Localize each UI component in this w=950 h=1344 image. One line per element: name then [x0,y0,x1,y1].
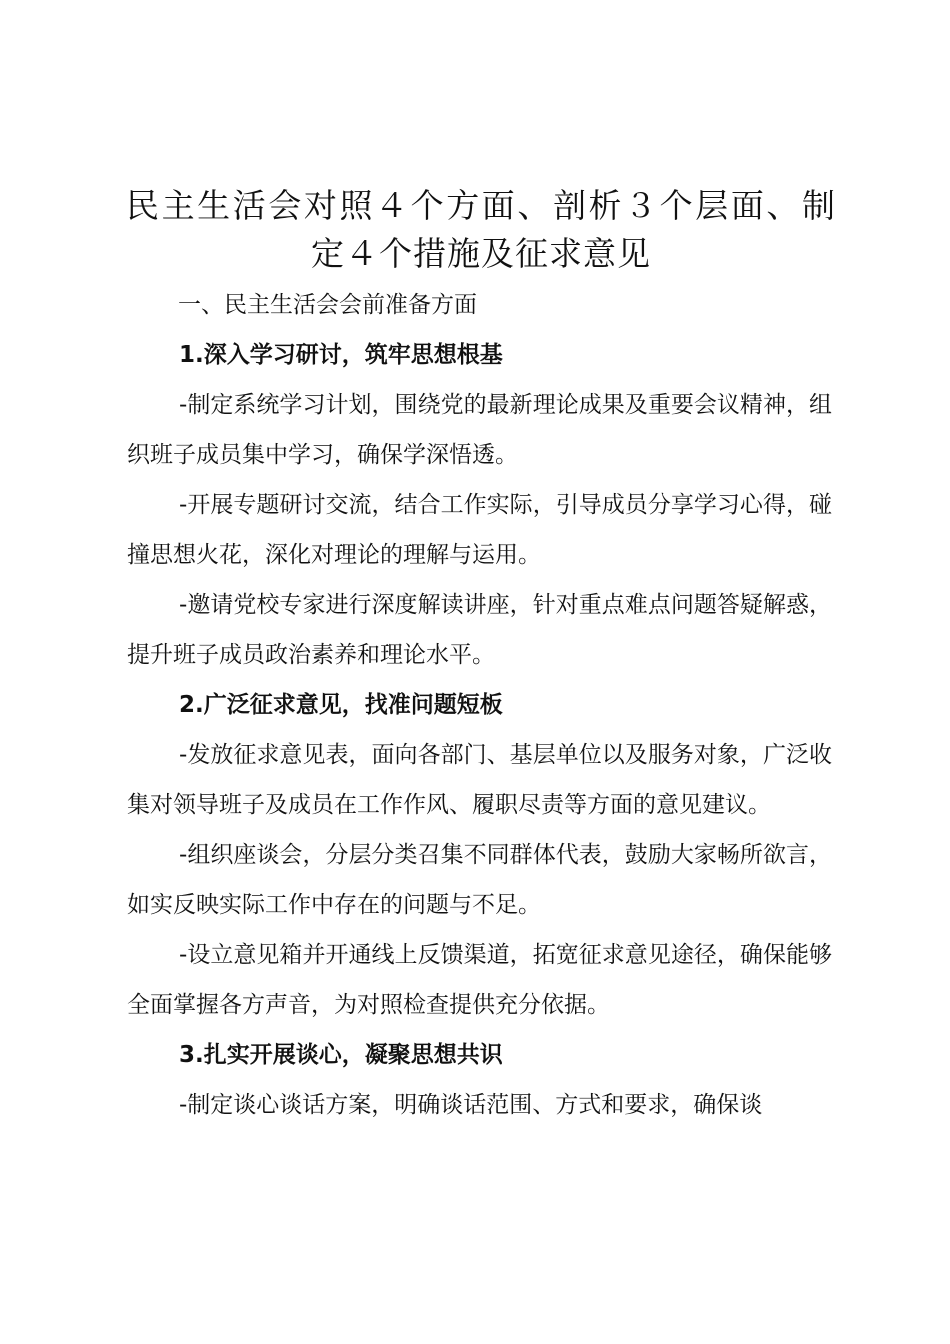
section-heading: 一、民主生活会会前准备方面 [178,292,477,318]
subheading-1: 1.深入学习研讨，筑牢思想根基 [179,342,503,368]
subheading-2: 2.广泛征求意见，找准问题短板 [179,692,503,718]
document-body [127,330,832,1130]
paragraph: -设立意见箱并开通线上反馈渠道，拓宽征求意见途径，确保能够全面掌握各方声音，为对照检查提供充分依据。 [127,942,832,1018]
paragraph: -组织座谈会，分层分类召集不同群体代表，鼓励大家畅所欲言，如实反映实际工作中存在的问题与不足。 [127,842,832,918]
paragraph: -制定谈心谈话方案，明确谈话范围、方式和要求，确保谈 [179,1092,763,1118]
paragraph: -发放征求意见表，面向各部门、基层单位以及服务对象，广泛收集对领导班子及成员在工作作风、履职尽责等方面的意见建议。 [127,742,832,818]
paragraph: -开展专题研讨交流，结合工作实际，引导成员分享学习心得，碰撞思想火花，深化对理论的理解与运用。 [127,492,832,568]
subheading-3: 3.扎实开展谈心，凝聚思想共识 [179,1042,503,1068]
paragraph: -制定系统学习计划，围绕党的最新理论成果及重要会议精神，组织班子成员集中学习，确保学深悟透。 [127,392,832,468]
document-title: 民主生活会对照４个方面、剖析３个层面、制定４个措施及征求意见 [126,186,836,273]
paragraph: -邀请党校专家进行深度解读讲座，针对重点难点问题答疑解惑，提升班子成员政治素养和理论水平。 [127,592,832,668]
